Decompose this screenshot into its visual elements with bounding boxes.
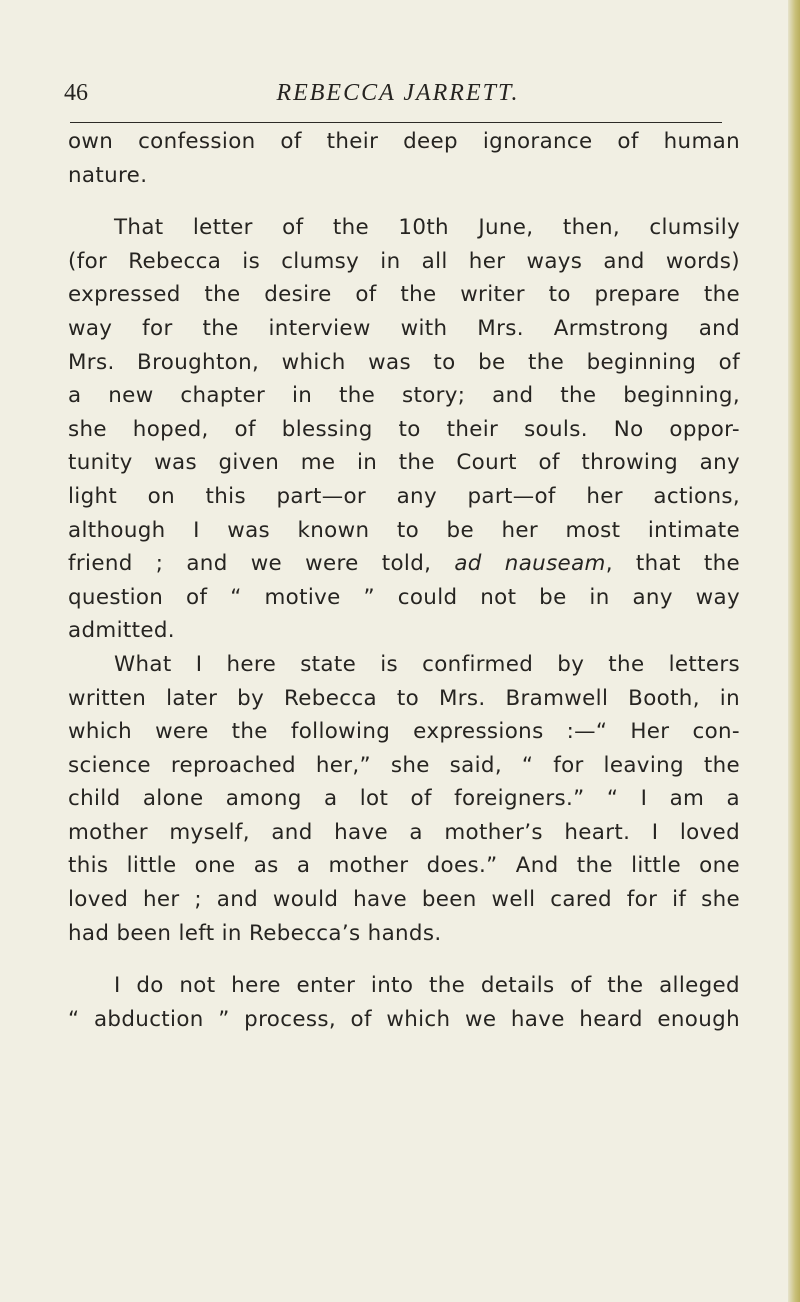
paragraph-2 <box>68 211 740 648</box>
text-line: although I was known to be her most intimate <box>68 517 740 543</box>
paragraph-4 <box>68 969 740 1036</box>
text-line: own confession of their deep ignorance of human <box>68 129 740 154</box>
text-line <box>68 547 740 581</box>
text-line: a new chapter in the story; and the beginning, <box>68 383 740 409</box>
italic-phrase: ad nauseam <box>454 551 606 577</box>
text-line: had been left in Rebecca’s hands. <box>68 920 442 946</box>
text-line: she hoped, of blessing to their souls. No oppor- <box>68 416 740 442</box>
header-rule <box>70 122 722 123</box>
text-line: written later by Rebecca to Mrs. Bramwell Booth, in <box>68 685 740 711</box>
text-run: friend ; and we were told, <box>68 551 455 577</box>
text-line: mother myself, and have a mother’s heart. I loved <box>68 819 740 845</box>
text-line: this little one as a mother does.” And the little one <box>68 853 740 879</box>
body-text <box>68 125 740 1036</box>
text-run: , that the <box>605 551 740 577</box>
text-line: tunity was given me in the Court of throwing any <box>68 450 740 476</box>
text-line: (for Rebecca is clumsy in all her ways and words) <box>68 248 740 274</box>
text-line: What I here state is confirmed by the letters <box>114 651 740 677</box>
text-line: nature. <box>68 162 148 188</box>
paragraph-1 <box>68 125 740 192</box>
paragraph-3 <box>68 648 740 950</box>
text-line: way for the interview with Mrs. Armstrong and <box>68 315 740 341</box>
text-line: science reproached her,” she said, “ for leaving the <box>68 752 740 778</box>
page-edge <box>788 0 800 1302</box>
page-header <box>64 76 724 110</box>
text-line: admitted. <box>68 618 175 644</box>
text-line: loved her ; and would have been well cared for if she <box>68 887 740 913</box>
text-line: expressed the desire of the writer to prepare the <box>68 282 740 308</box>
text-line: That letter of the 10th June, then, clumsily <box>114 215 740 241</box>
text-line: which were the following expressions :—“ Her con- <box>68 719 740 745</box>
text-line: I do not here enter into the details of the alleged <box>114 973 740 999</box>
text-line: child alone among a lot of foreigners.” “ I am a <box>68 786 740 812</box>
text-line: light on this part—or any part—of her actions, <box>68 483 740 509</box>
page-number: 46 <box>64 80 88 106</box>
text-line: question of “ motive ” could not be in any way <box>68 584 740 610</box>
paragraph-gap <box>68 950 740 969</box>
paragraph-gap <box>68 192 740 211</box>
running-title: REBECCA JARRETT. <box>276 80 520 106</box>
text-line: “ abduction ” process, of which we have heard enough <box>68 1006 740 1032</box>
text-line: Mrs. Broughton, which was to be the beginning of <box>68 349 740 375</box>
